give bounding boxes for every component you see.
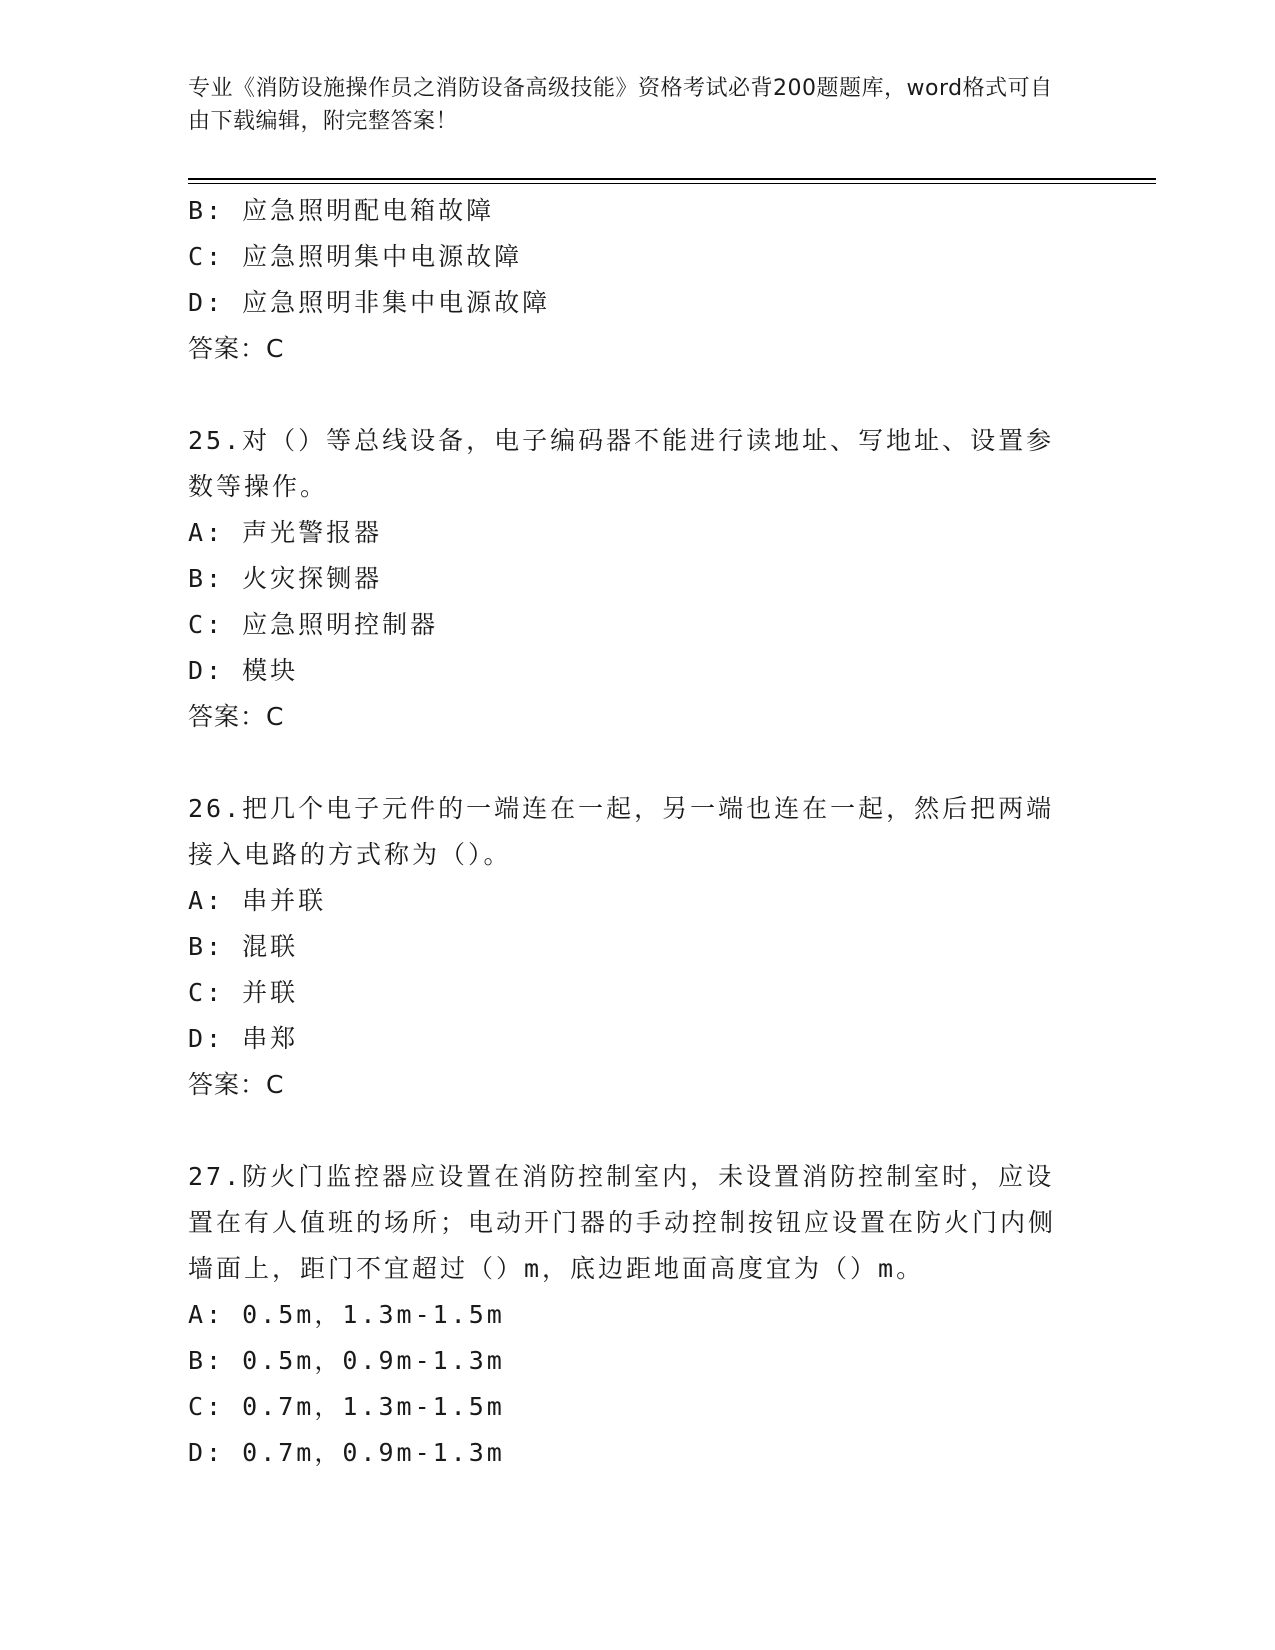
- q26-option-a: A: 串并联: [188, 886, 327, 915]
- q27-option-a: A: 0.5m，1.3m-1.5m: [188, 1300, 505, 1329]
- q25-option-d: D: 模块: [188, 656, 299, 685]
- answer: 答案：C: [188, 334, 285, 363]
- question-27-text: 27.防火门监控器应设置在消防控制室内，未设置消防控制室时，应设置在有人值班的场所；电动开门器的手动控制按钮应设置在防火门内侧墙面上，距门不宜超过（）m，底边距地面高度宜为（）m。: [188, 1162, 1057, 1283]
- q25-answer: 答案：C: [188, 702, 285, 731]
- q26-option-b: B: 混联: [188, 932, 299, 961]
- q27-option-d: D: 0.7m，0.9m-1.3m: [188, 1438, 505, 1467]
- q25-option-a: A: 声光警报器: [188, 518, 383, 547]
- option-b: B: 应急照明配电箱故障: [188, 196, 495, 225]
- q26-option-d: D: 串郑: [188, 1024, 299, 1053]
- question-25-text: 25.对（）等总线设备，电子编码器不能进行读地址、写地址、设置参数等操作。: [188, 426, 1055, 501]
- document-header: 专业《消防设施操作员之消防设备高级技能》资格考试必背200题题库，word格式可自由下载编辑，附完整答案！: [188, 76, 1053, 134]
- spacer: [188, 740, 1088, 786]
- q26-option-c: C: 并联: [188, 978, 299, 1007]
- spacer: [188, 372, 1088, 418]
- header-rule-thin: [188, 183, 1156, 184]
- question-26-text: 26.把几个电子元件的一端连在一起，另一端也连在一起，然后把两端接入电路的方式称为（）。: [188, 794, 1055, 869]
- q25-option-c: C: 应急照明控制器: [188, 610, 439, 639]
- option-d: D: 应急照明非集中电源故障: [188, 288, 551, 317]
- header-rule-thick: [188, 178, 1156, 180]
- question-content: [188, 188, 1088, 1476]
- q26-answer: 答案：C: [188, 1070, 285, 1099]
- q27-option-c: C: 0.7m，1.3m-1.5m: [188, 1392, 505, 1421]
- q25-option-b: B: 火灾探铡器: [188, 564, 383, 593]
- spacer: [188, 1108, 1088, 1154]
- option-c: C: 应急照明集中电源故障: [188, 242, 523, 271]
- q27-option-b: B: 0.5m，0.9m-1.3m: [188, 1346, 505, 1375]
